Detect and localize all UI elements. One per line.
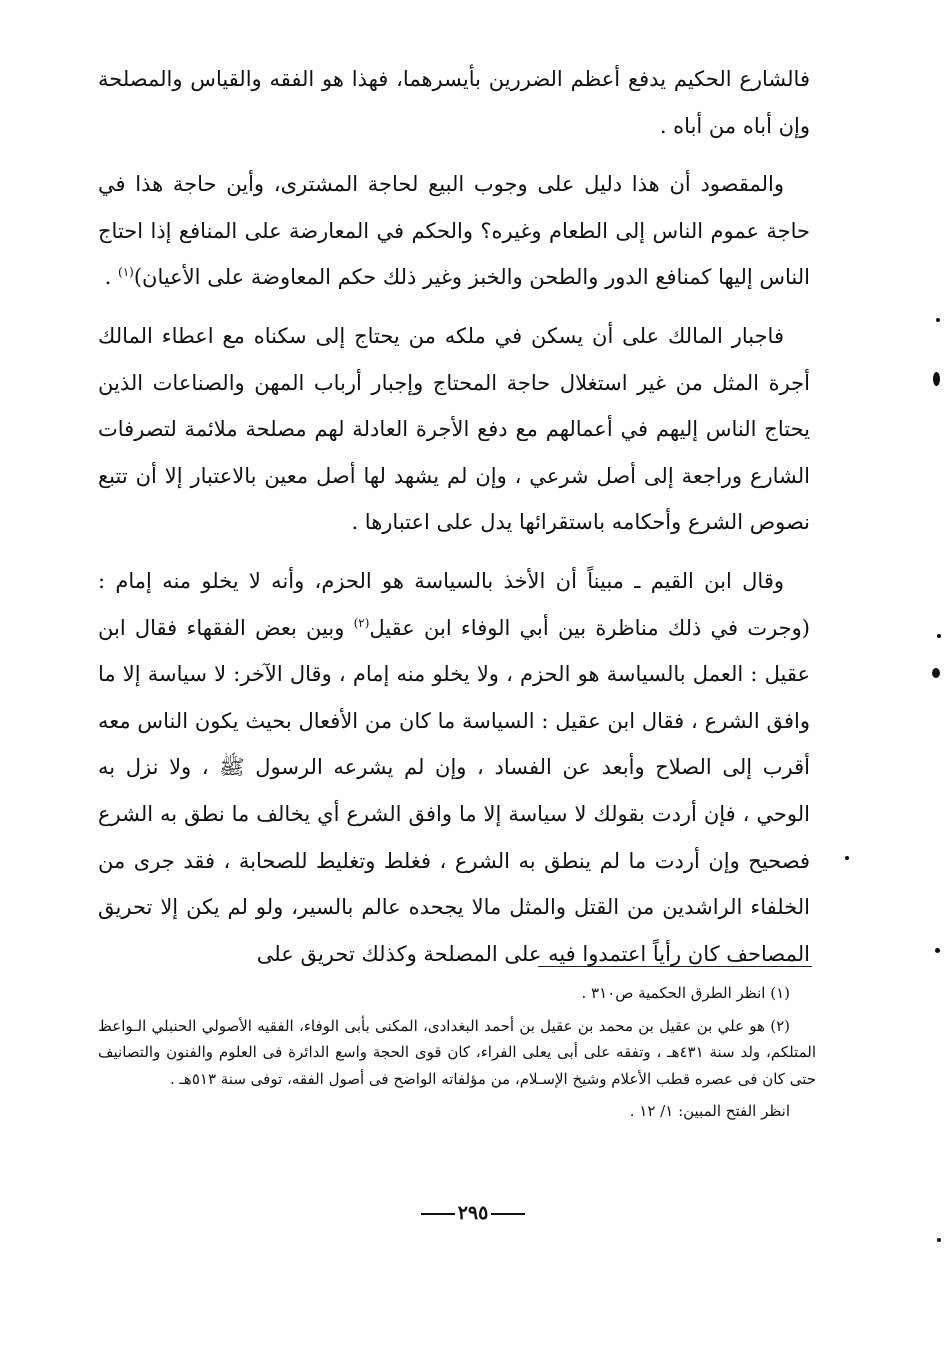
scan-speck <box>937 1238 941 1242</box>
scan-speck <box>933 372 940 386</box>
footnote-2: (٢) هو علي بن عقيل بن محمد بن عقيل بن أحمد البغدادى، المكنى بأبى الوفاء، الفقيه الأصولي الحنبلي الـواعظ المتلكم، ولد سنة ٤٣١هـ ، وتفقه على أبى يعلى الفراء، كان قوى الحجة واسع الدائرة فى العلوم والفنون والتصانيف حتى كان فى عصره قطب الأعلام وشيخ الإسـلام، من مؤلفاته الواضح فى أصول الفقه، توفى سنة ٥١٣هـ . <box>98 1016 816 1088</box>
scan-speck <box>937 634 941 638</box>
page-number-dash <box>491 1213 525 1215</box>
scan-speck <box>932 668 940 678</box>
footnote-1: (١) انظر الطرق الحكمية ص٣١٠ . <box>581 984 790 1002</box>
page-number-value: ٢٩٥ <box>457 1202 489 1224</box>
paragraph <box>98 558 810 977</box>
paragraph: فاجبار المالك على أن يسكن في ملكه من يحتاج إلى سكناه مع اعطاء المالك أجرة المثل من غير استغلال حاجة المحتاج وإجبار أرباب المهن والصناعات الذين يحتاج الناس إليهم في أعمالهم مع دفع الأجرة العادلة لهم مصلحة ملائمة لتصرفات الشارع وراجعة إلى أصل شرعي ، وإن لم يشهد لها أصل معين بالاعتبار إلا أن تتبع نصوص الشرع وأحكامه باستقرائها يدل على اعتبارها . <box>98 323 810 535</box>
scan-speck <box>935 948 940 953</box>
paragraph-text: . <box>104 265 118 290</box>
paragraph-text: وبين بعض الفقهاء فقال ابن عقيل : العمل بالسياسة هو الحزم ، ولا يخلو منه إمام ، وقال الآخر: لا سياسة إلا ما وافق الشرع ، فقال ابن عقيل : السياسة ما كان من الأفعال بحيث يكون الناس معه أقرب إلى الصلاح وأبعد عن الفساد ، وإن لم يشرعه الرسول ﷺ ، ولا نزل به الوحي ، فإن أردت بقولك لا سياسة إلا ما وافق الشرع أي يخالف ما نطق به الشرع فصحيح وإن أردت ما لم ينطق به الشرع ، فغلط وتغليط للصحابة ، فقد جرى من الخلفاء الراشدين من القتل والمثل مالا يجحده عالم بالسير، ولو لم يكن إلا تحريق المصاحف كان رأياً اعتمدوا فيه على المصلحة وكذلك تحريق على <box>98 615 810 966</box>
footnote-reference: (١) <box>118 265 134 280</box>
scan-speck <box>845 856 849 860</box>
footnotes <box>98 980 816 1131</box>
page-number <box>373 1202 573 1224</box>
paragraph: فالشارع الحكيم يدفع أعظم الضررين بأيسرهما، فهذا هو الفقه والقياس والمصلحة وإن أباه من أباه . <box>98 67 810 138</box>
footnote-divider <box>538 966 812 967</box>
paragraph <box>98 161 810 301</box>
scan-speck <box>936 318 940 322</box>
page-number-dash <box>421 1213 455 1215</box>
main-text <box>98 56 810 989</box>
paragraph-text: وقال ابن القيم ـ مبيناً أن الأخذ بالسياسة هو الحزم، وأنه لا يخلو منه إمام : (وجرت في ذلك مناظرة بين أبي الوفاء ابن عقيل <box>98 568 810 640</box>
footnote-2-source: انظر الفتح المبين: ١/ ١٢ . <box>629 1102 790 1120</box>
paragraph-text: والمقصود أن هذا دليل على وجوب البيع لحاجة المشترى، وأين حاجة هذا في حاجة عموم الناس إلى الطعام وغيره؟ والحكم في المعارضة على المنافع إذا احتاج الناس إليها كمنافع الدور والطحن والخبز وغير ذلك حكم المعاوضة على الأعيان) <box>98 172 810 290</box>
footnote-reference: (٢) <box>353 615 370 630</box>
